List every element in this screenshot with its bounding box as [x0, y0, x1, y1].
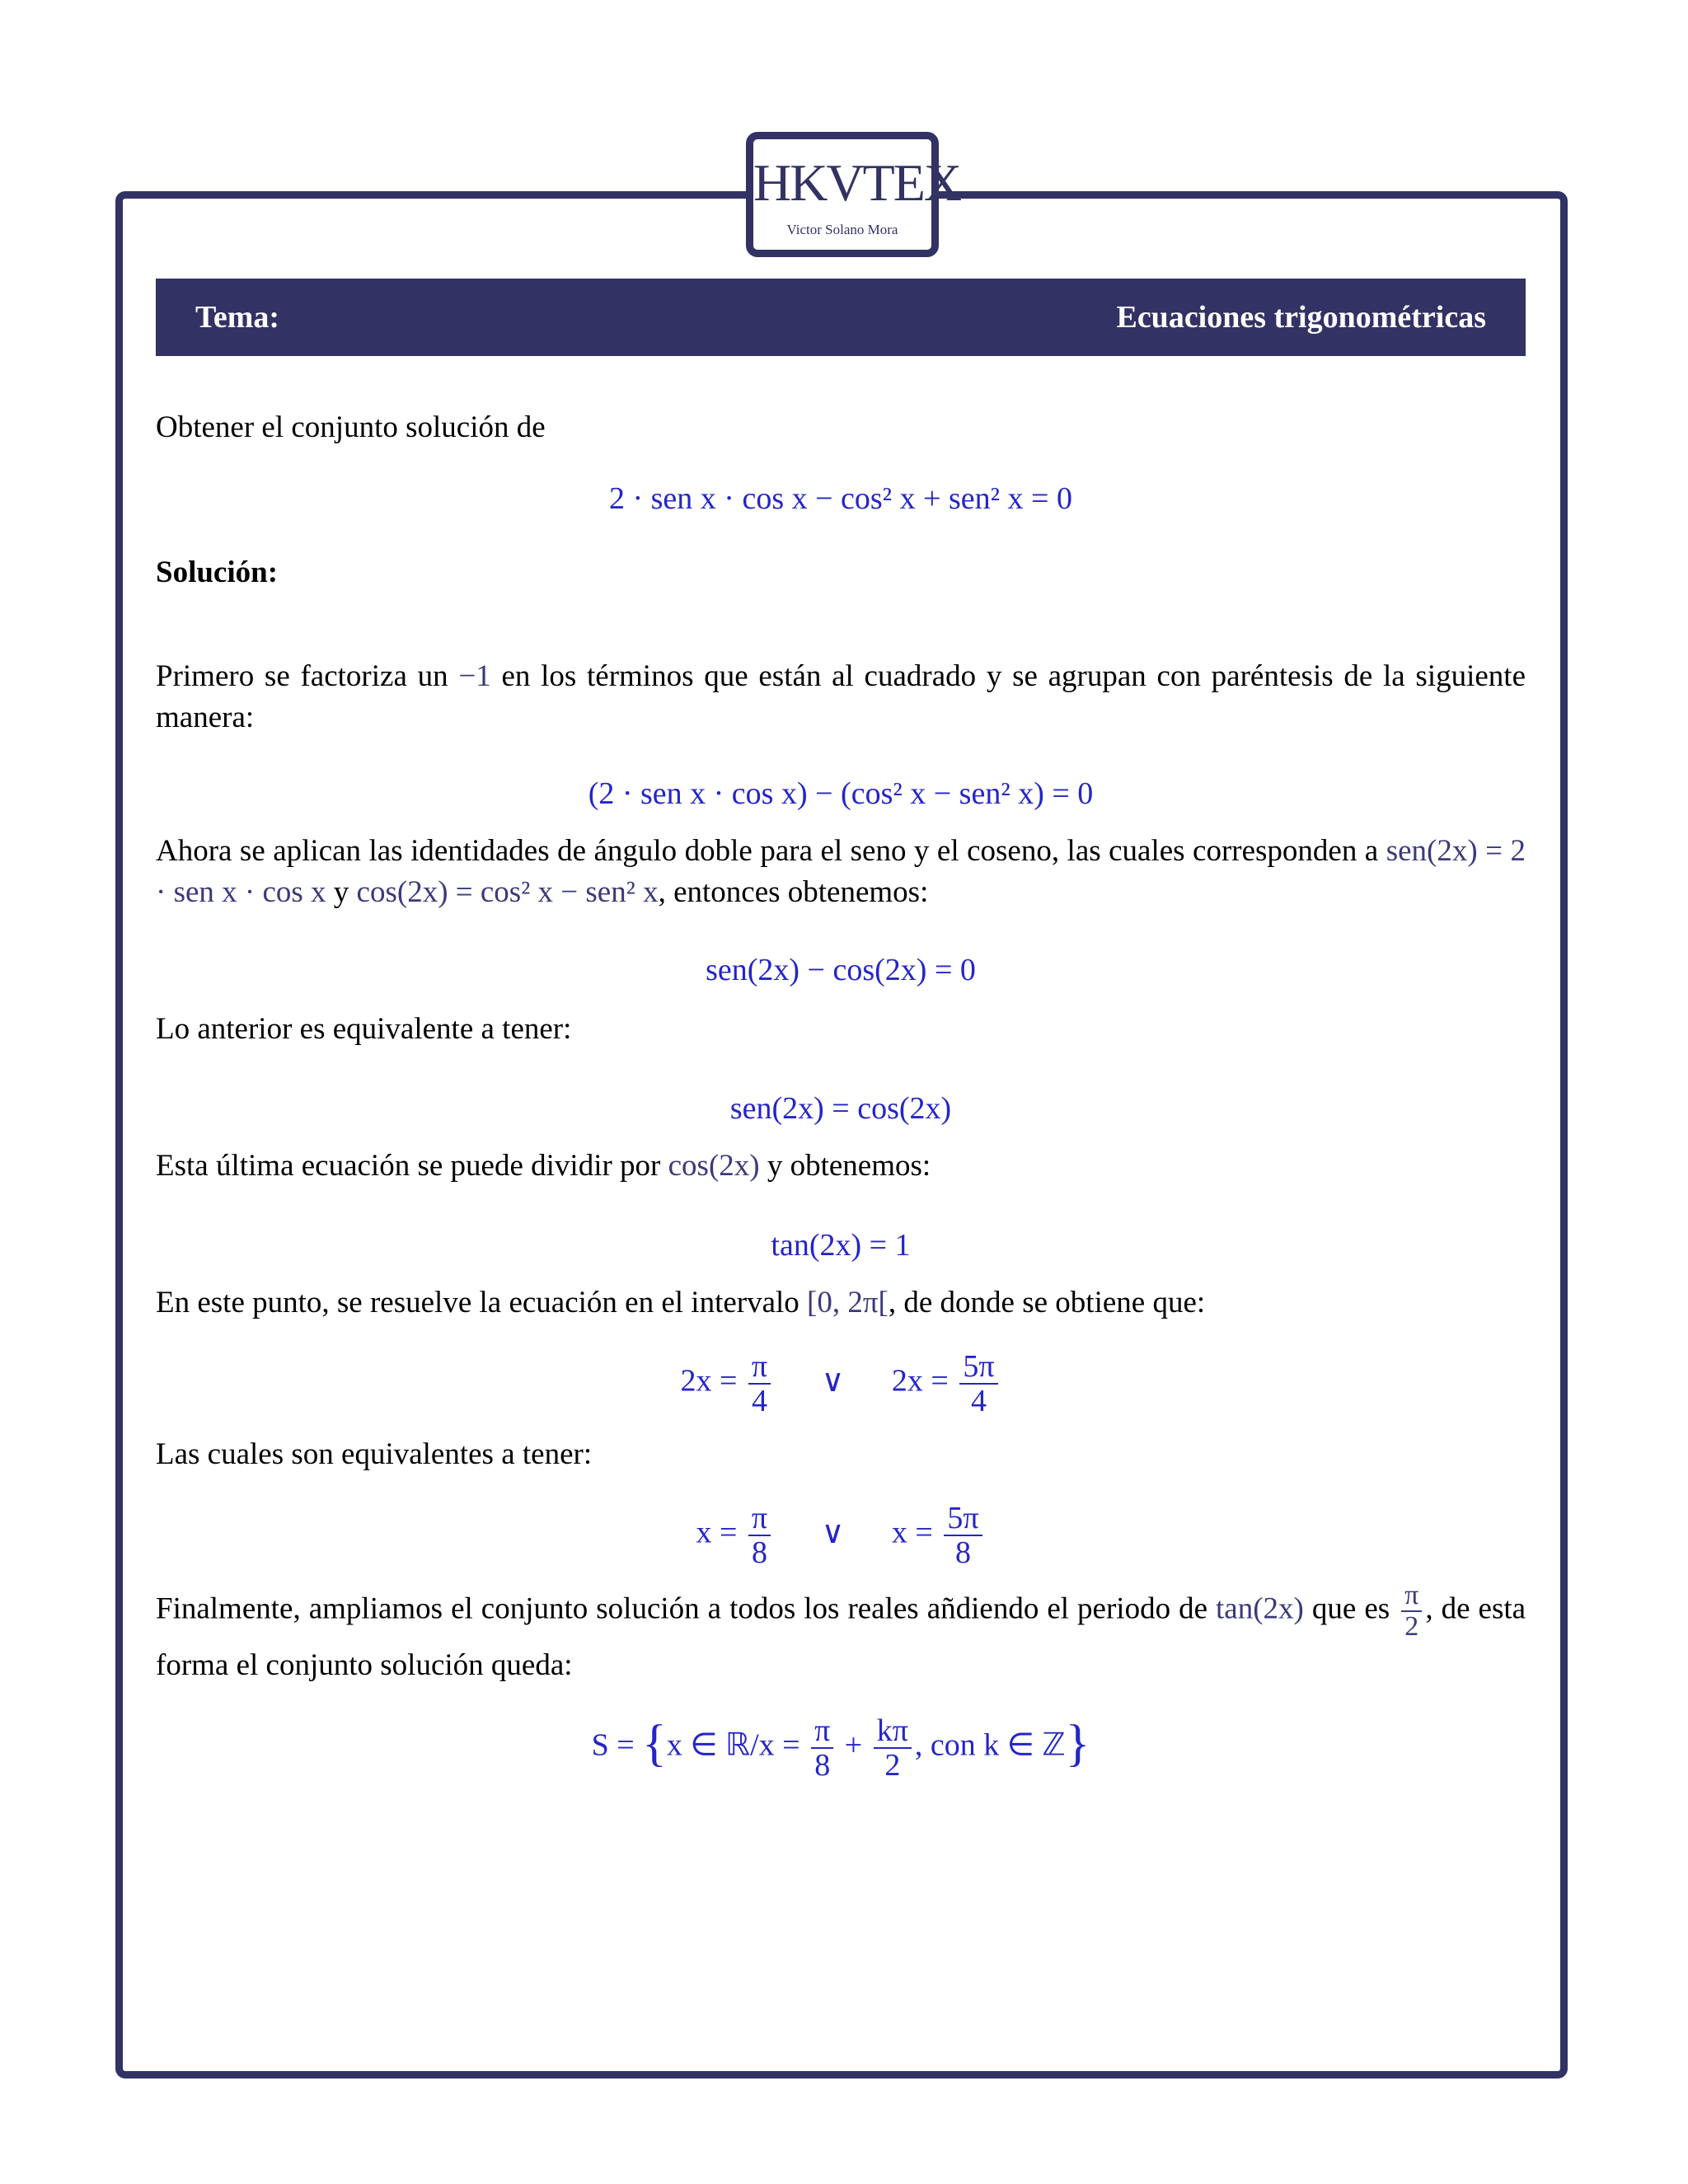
equation-4: tan(2x) = 1: [771, 1228, 911, 1263]
eq6-left-lhs: x =: [696, 1515, 738, 1550]
eq7-open-brace: {: [642, 1715, 667, 1772]
step7-text-d: de esta forma el conjunto solución queda:: [156, 1591, 1526, 1682]
eq7-fraction-2: [874, 1714, 912, 1782]
step1-math: −1: [458, 659, 491, 693]
eq6-right-lhs: x =: [891, 1515, 933, 1550]
step2-math-2: cos(2x) = cos² x − sen² x: [356, 875, 659, 909]
step5-math: [0, 2π[: [807, 1286, 889, 1319]
step5-text-a: En este punto, se resuelve la ecuación en el intervalo: [156, 1286, 799, 1319]
step2-text-b: , entonces obtenemos:: [658, 875, 929, 909]
eq6-right-den: 8: [954, 1535, 971, 1570]
step2-math-1: sen(2x) = 2 · sen x · cos x: [156, 834, 1526, 909]
step5-text-b: , de donde se obtiene que:: [888, 1286, 1206, 1319]
problem-equation: 2 · sen x · cos x − cos² x + sen² x = 0: [608, 481, 1072, 516]
eq5-left-den: 4: [751, 1384, 767, 1418]
eq7-set-a: x ∈ ℝ/x =: [666, 1727, 800, 1763]
step2-paragraph: [156, 831, 1526, 913]
step2-y: y: [333, 875, 349, 909]
step4-text-b: y obtenemos:: [767, 1149, 931, 1183]
eq5-right-fraction: [959, 1350, 997, 1418]
step1-paragraph: [156, 656, 1526, 738]
eq6-left-fraction: [748, 1502, 771, 1569]
equation-6: [156, 1502, 1526, 1569]
logo-author: Victor Solano Mora: [786, 222, 898, 237]
eq7-close-brace: }: [1065, 1715, 1090, 1772]
equation-3: sen(2x) = cos(2x): [729, 1091, 952, 1126]
eq5-or: ∨: [821, 1363, 845, 1399]
eq7-f2-den: 2: [884, 1748, 901, 1783]
step7-fraction: [1401, 1581, 1422, 1642]
equation-2: sen(2x) − cos(2x) = 0: [706, 953, 976, 987]
equation-7: [156, 1714, 1526, 1782]
logo-mark: HKVTEX: [753, 153, 961, 212]
equation-5: [156, 1350, 1526, 1418]
solution-heading: Solución:: [156, 555, 279, 589]
eq7-f1-num: π: [811, 1714, 833, 1749]
eq7-f2-num: kπ: [874, 1714, 912, 1749]
eq7-set-b: , con k ∈ ℤ: [914, 1727, 1066, 1763]
eq6-left-num: π: [748, 1502, 771, 1536]
banner-topic: Ecuaciones trigonométricas: [1116, 300, 1486, 335]
eq7-fraction-1: [811, 1714, 833, 1782]
step3-paragraph: Lo anterior es equivalente a tener:: [156, 1012, 572, 1046]
eq5-right-den: 4: [970, 1384, 987, 1418]
problem-intro: Obtener el conjunto solución de: [156, 410, 546, 444]
eq5-right-lhs: 2x =: [891, 1363, 949, 1399]
eq6-or: ∨: [821, 1515, 845, 1550]
step1-text-b: en los términos que están al cuadrado y se agrupan con paréntesis de la siguiente manera:: [156, 659, 1526, 734]
page-frame: [115, 191, 1568, 2079]
eq6-left-den: 8: [751, 1535, 767, 1570]
eq5-right-num: 5π: [959, 1350, 997, 1385]
step7-den: 2: [1404, 1611, 1419, 1642]
equation-1: (2 · sen x · cos x) − (cos² x − sen² x) = 0: [588, 776, 1094, 811]
eq7-lhs: S =: [591, 1727, 635, 1763]
eq7-plus: +: [844, 1727, 863, 1763]
step2-text-a: Ahora se aplican las identidades de ángulo doble para el seno y el coseno, las cuales corresponden a: [156, 834, 1379, 868]
eq5-left-fraction: [748, 1350, 771, 1418]
step5-paragraph: [156, 1282, 1526, 1324]
eq7-f1-den: 8: [814, 1748, 831, 1783]
eq6-right-num: 5π: [944, 1502, 982, 1536]
step7-math: tan(2x): [1216, 1591, 1304, 1626]
logo: [746, 132, 961, 257]
banner-label: Tema:: [195, 300, 280, 335]
step7-text-a: Finalmente, ampliamos el conjunto solución a todos los reales añdiendo el periodo de: [156, 1591, 1207, 1626]
step4-text-a: Esta última ecuación se puede dividir por: [156, 1149, 661, 1183]
step7-num: π: [1401, 1581, 1422, 1612]
step7-text-b: que es: [1311, 1591, 1390, 1626]
step7-paragraph: [156, 1581, 1526, 1690]
topic-banner: [156, 279, 1526, 356]
eq6-right-fraction: [944, 1502, 982, 1569]
step4-math: cos(2x): [668, 1149, 760, 1183]
eq5-left-lhs: 2x =: [680, 1363, 738, 1399]
step1-text-a: Primero se factoriza un: [156, 659, 448, 693]
eq5-left-num: π: [748, 1350, 771, 1385]
step4-paragraph: [156, 1146, 1526, 1187]
step7-comma: ,: [1425, 1591, 1433, 1626]
step6-paragraph: Las cuales son equivalentes a tener:: [156, 1437, 593, 1471]
